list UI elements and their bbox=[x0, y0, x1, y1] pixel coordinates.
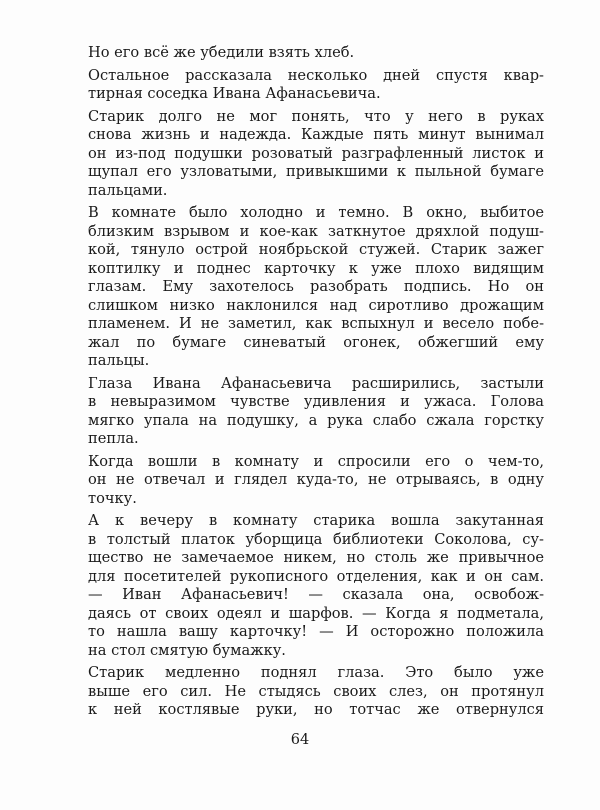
text-line: он из-под подушки розоватый разграфленный листок и bbox=[88, 144, 544, 162]
text-line: близким взрывом и кое-как заткнутое дряхлой подуш- bbox=[88, 222, 544, 240]
text-line: Когда вошли в комнату и спросили его о чем-то, bbox=[88, 452, 544, 470]
text-line: В комнате было холодно и темно. В окно, выбитое bbox=[88, 204, 544, 221]
text-line: коптилку и поднес карточку к уже плохо видящим bbox=[88, 259, 544, 277]
page-number: 64 bbox=[290, 732, 310, 748]
text-line: в невыразимом чувстве удивления и ужаса. Голова bbox=[88, 393, 544, 410]
text-line: жал по бумаге синеватый огонек, обжегший ему bbox=[88, 333, 544, 351]
text-line: Глаза Ивана Афанасьевича расширились, застыли bbox=[88, 374, 544, 392]
text-line: Но его всё же убедили взять хлеб. bbox=[88, 44, 355, 61]
text-line: глазам. Ему захотелось разобрать подпись. Но он bbox=[88, 278, 544, 295]
text-line: в толстый платок уборщица библиотеки Соколова, су- bbox=[88, 530, 544, 548]
text-line: кой, тянуло острой ноябрьской стужей. Старик зажег bbox=[88, 241, 544, 258]
text-line: для посетителей рукописного отделения, как и он сам. bbox=[88, 567, 544, 585]
text-line: пламенем. И не заметил, как вспыхнул и весело побе- bbox=[88, 315, 544, 332]
body-text bbox=[88, 44, 544, 720]
text-line: щество не замечаемое никем, но столь же привычное bbox=[88, 549, 544, 566]
text-line: Старик долго не мог понять, что у него в руках bbox=[88, 107, 544, 125]
text-line: А к вечеру в комнату старика вошла закутанная bbox=[88, 512, 544, 529]
text-line: тирная соседка Ивана Афанасьевича. bbox=[88, 85, 381, 102]
text-line: к ней костлявые руки, но тотчас же отвернулся bbox=[88, 701, 544, 718]
text-line: мягко упала на подушку, а рука слабо сжала горстку bbox=[88, 411, 544, 429]
text-line: Остальное рассказала несколько дней спустя квар- bbox=[88, 66, 544, 84]
text-line: выше его сил. Не стыдясь своих слез, он протянул bbox=[88, 682, 544, 700]
text-line: пальцами. bbox=[88, 181, 168, 199]
text-line: снова жизнь и надежда. Каждые пять минут вынимал bbox=[88, 126, 544, 143]
text-line: щупал его узловатыми, привыкшими к пыльной бумаге bbox=[88, 163, 544, 180]
text-line: точку. bbox=[88, 489, 137, 507]
text-line: Старик медленно поднял глаза. Это было уже bbox=[88, 664, 544, 681]
text-line: то нашла вашу карточку! — И осторожно положила bbox=[88, 623, 544, 640]
text-line: он не отвечал и глядел куда-то, не отрываясь, в одну bbox=[88, 471, 544, 488]
text-line: слишком низко наклонился над сиротливо дрожащим bbox=[88, 296, 544, 314]
text-line: пальцы. bbox=[88, 352, 150, 369]
text-line: даясь от своих одеял и шарфов. — Когда я подметала, bbox=[88, 604, 544, 622]
text-line: пепла. bbox=[88, 430, 139, 447]
text-line: на стол смятую бумажку. bbox=[88, 641, 286, 659]
text-line: — Иван Афанасьевич! — сказала она, освобож- bbox=[88, 586, 544, 603]
